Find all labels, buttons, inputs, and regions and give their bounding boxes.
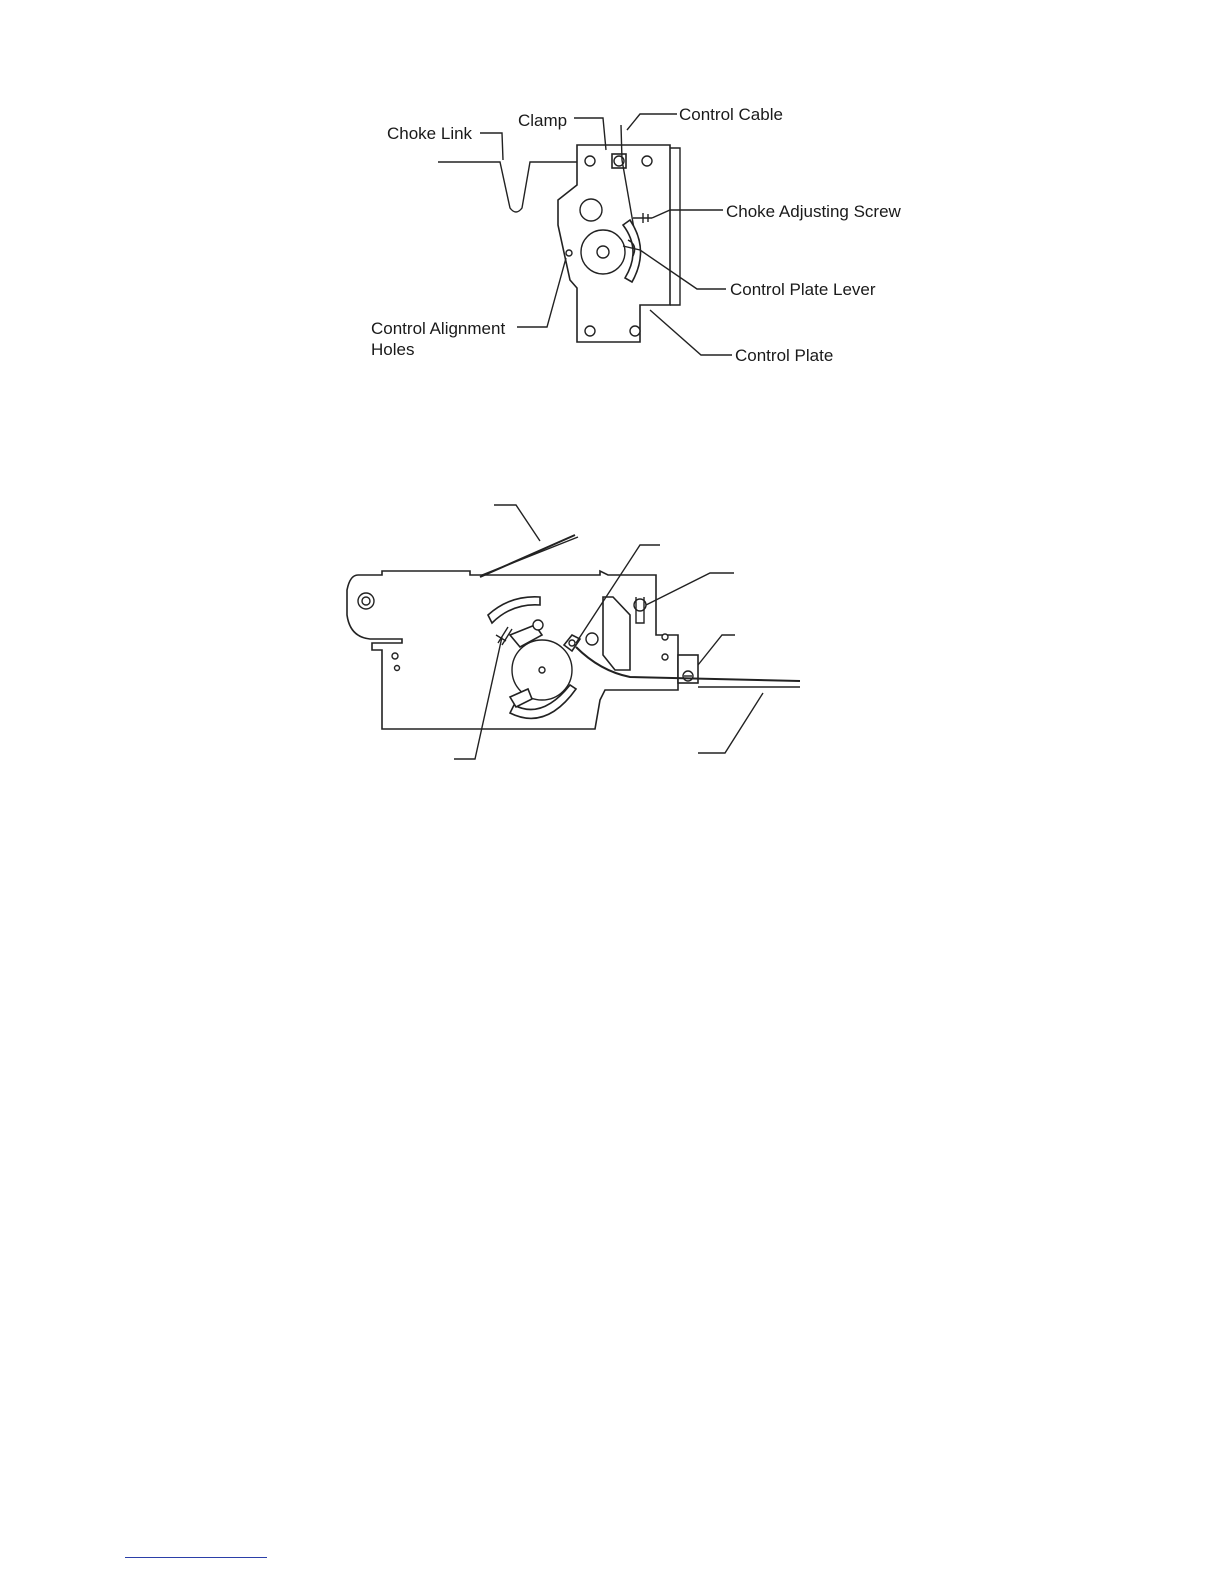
choke-link-wire <box>438 162 577 212</box>
control-alignment-holes-leader <box>517 258 566 327</box>
label-control-cable: Control Cable <box>679 105 783 124</box>
label-choke-adjusting-screw: Choke Adjusting Screw <box>726 202 901 221</box>
control-plate-detail-diagram <box>330 495 810 775</box>
detail-leader-clamp <box>698 635 735 665</box>
mount-hole-top-left <box>585 156 595 166</box>
detail-right-hole-small <box>586 633 598 645</box>
detail-choke-link-edge <box>482 537 578 575</box>
choke-link-leader <box>480 133 503 160</box>
control-alignment-hole <box>566 250 572 256</box>
detail-left-hole-2 <box>395 666 400 671</box>
detail-lever-slot-hole <box>569 640 575 646</box>
lever-pivot-inner <box>597 246 609 258</box>
detail-left-hole-1 <box>392 653 398 659</box>
detail-right-hole-1 <box>662 634 668 640</box>
detail-leader-bolt <box>646 573 734 605</box>
mount-hole-bottom-left <box>585 326 595 336</box>
footer-link-underline <box>125 1557 267 1558</box>
mount-hole-top-right <box>642 156 652 166</box>
label-control-plate: Control Plate <box>735 346 834 365</box>
label-clamp: Clamp <box>518 111 568 130</box>
label-control-plate-lever: Control Plate Lever <box>730 280 876 299</box>
detail-leader-choke-link <box>494 505 540 541</box>
detail-lever-pin <box>533 620 543 630</box>
upper-plate-hole <box>580 199 602 221</box>
detail-leader-cable <box>698 693 763 753</box>
control-cable-leader <box>627 114 677 130</box>
mount-hole-bottom-right <box>630 326 640 336</box>
label-choke-link: Choke Link <box>387 124 473 143</box>
control-plate-diagram <box>340 90 940 380</box>
control-plate-leader <box>650 310 732 355</box>
detail-tab-hole-inner <box>362 597 370 605</box>
label-control-alignment-holes-2: Holes <box>371 340 415 359</box>
detail-pivot-inner <box>539 667 545 673</box>
detail-right-hole-2 <box>662 654 668 660</box>
label-control-alignment-holes-1: Control Alignment <box>371 319 506 338</box>
control-plate-bracket <box>670 148 680 305</box>
